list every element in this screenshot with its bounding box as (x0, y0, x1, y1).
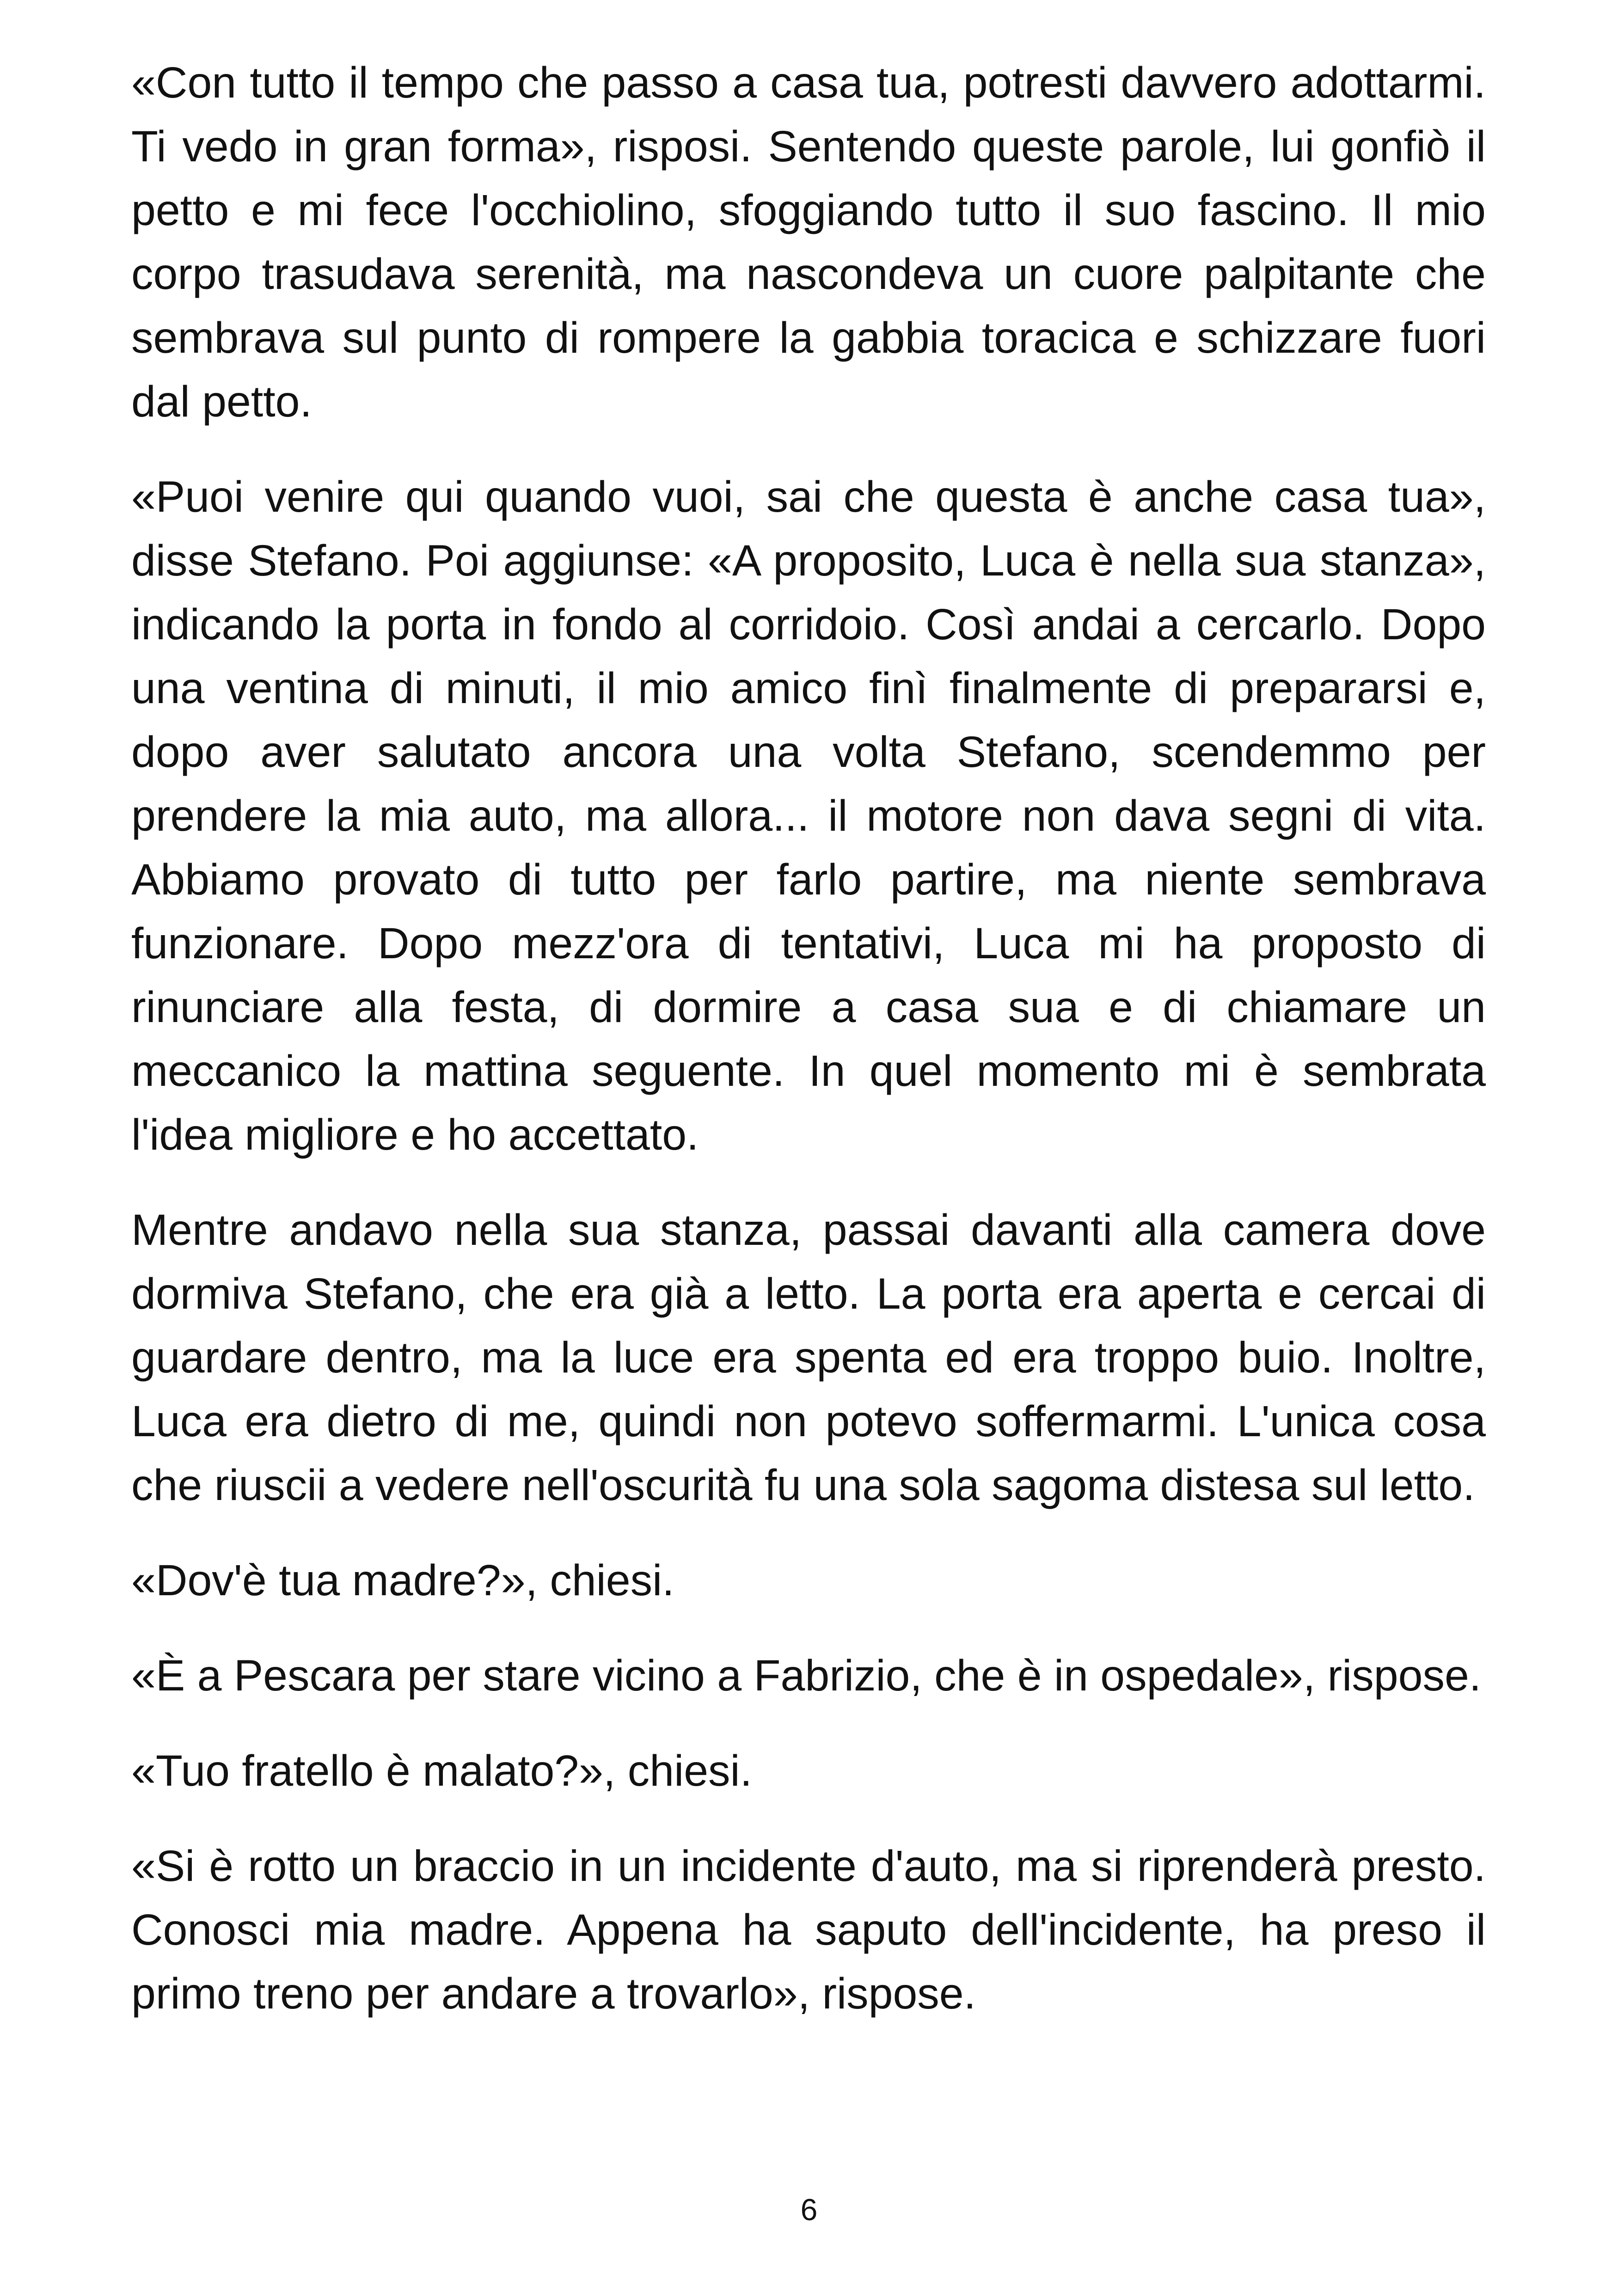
paragraph-5: «È a Pescara per stare vicino a Fabrizio, che è in ospedale», rispose. (131, 1651, 1482, 1700)
text-body (131, 51, 1486, 2057)
paragraph-3: Mentre andavo nella sua stanza, passai davanti alla camera dove dormiva Stefano, che era già a letto. La porta era aperta e cercai di guardare dentro, ma la luce era spenta ed era troppo buio. Inoltre, Luca era dietro di me, quindi non potevo soffermarmi. L'unica cosa che riuscii a vedere nell'oscurità fu una sola sagoma distesa sul letto. (131, 1206, 1486, 1510)
paragraph-2: «Puoi venire qui quando vuoi, sai che questa è anche casa tua», disse Stefano. Poi aggiunse: «A proposito, Luca è nella sua stanza», indicando la porta in fondo al corridoio. Così andai a cercarlo. Dopo una ventina di minuti, il mio amico finì finalmente di prepararsi e, dopo aver salutato ancora una volta Stefano, scendemmo per prendere la mia auto, ma allora... il motore non dava segni di vita. Abbiamo provato di tutto per farlo partire, ma niente sembrava funzionare. Dopo mezz'ora di tentativi, Luca mi ha proposto di rinunciare alla festa, di dormire a casa sua e di chiamare un meccanico la mattina seguente. In quel momento mi è sembrata l'idea migliore e ho accettato. (131, 472, 1486, 1159)
paragraph-6: «Tuo fratello è malato?», chiesi. (131, 1746, 753, 1795)
page-number: 6 (800, 2192, 818, 2227)
paragraph-7: «Si è rotto un braccio in un incidente d'auto, ma si riprenderà presto. Conosci mia madre. Appena ha saputo dell'incidente, ha preso il primo treno per andare a trovarlo», rispose. (131, 1842, 1486, 2018)
paragraph-4: «Dov'è tua madre?», chiesi. (131, 1556, 674, 1605)
paragraph-1: «Con tutto il tempo che passo a casa tua, potresti davvero adottarmi. Ti vedo in gran forma», risposi. Sentendo queste parole, lui gonfiò il petto e mi fece l'occhiolino, sfoggiando tutto il suo fascino. Il mio corpo trasudava serenità, ma nascondeva un cuore palpitante che sembrava sul punto di rompere la gabbia toracica e schizzare fuori dal petto. (131, 58, 1486, 426)
